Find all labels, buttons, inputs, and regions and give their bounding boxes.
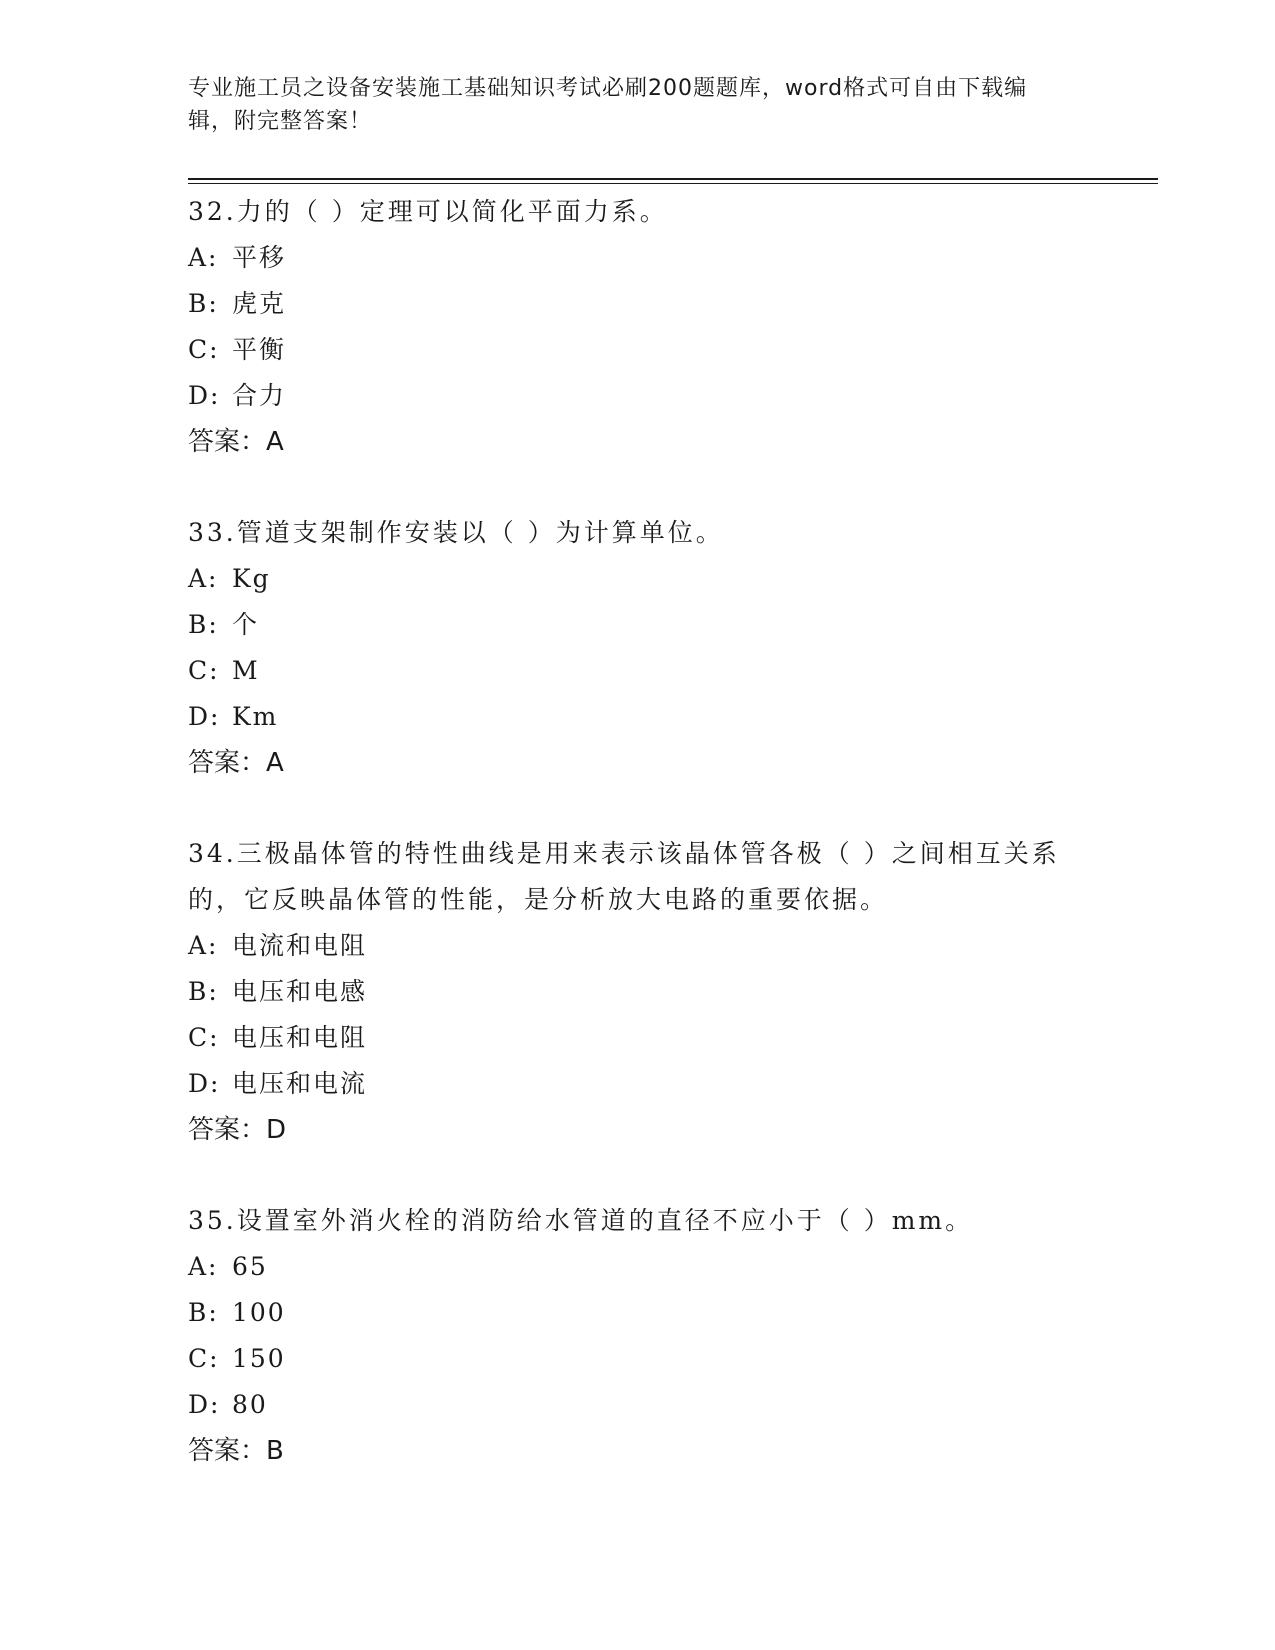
option-text: 平移: [232, 243, 287, 272]
option-letter: B:: [188, 1298, 219, 1327]
option-text: 80: [232, 1390, 268, 1419]
option-text: 65: [232, 1252, 268, 1281]
option-d: [188, 694, 1068, 740]
option-b: [188, 602, 1068, 648]
answer-line: 答案：D: [188, 1115, 287, 1145]
option-c: [188, 1015, 1068, 1061]
option-letter: C:: [188, 656, 220, 685]
option-letter: C:: [188, 335, 220, 364]
question-34: [188, 831, 1068, 1153]
option-letter: D:: [188, 381, 221, 410]
option-letter: A:: [188, 243, 219, 272]
question-32: [188, 189, 1068, 465]
option-text: 电压和电阻: [232, 1023, 368, 1052]
answer-line: 答案：A: [188, 427, 284, 457]
option-text: Km: [232, 702, 279, 731]
option-b: [188, 1290, 1068, 1336]
option-letter: C:: [188, 1344, 220, 1373]
option-b: [188, 969, 1068, 1015]
question-list: [188, 189, 1068, 1519]
option-d: [188, 373, 1068, 419]
option-text: M: [232, 656, 260, 685]
option-letter: B:: [188, 610, 219, 639]
option-letter: A:: [188, 1252, 219, 1281]
answer-line: 答案：B: [188, 1436, 284, 1466]
option-text: 合力: [232, 381, 287, 410]
option-c: [188, 1336, 1068, 1382]
answer-line: 答案：A: [188, 748, 284, 778]
option-text: 电流和电阻: [232, 931, 368, 960]
option-a: [188, 235, 1068, 281]
option-letter: B:: [188, 977, 219, 1006]
option-text: 虎克: [232, 289, 287, 318]
question-35: [188, 1198, 1068, 1474]
option-text: 个: [232, 610, 260, 639]
option-letter: A:: [188, 931, 219, 960]
option-text: Kg: [232, 564, 271, 593]
question-stem: 34.三极晶体管的特性曲线是用来表示该晶体管各极（ ）之间相互关系的，它反映晶体管的性能，是分析放大电路的重要依据。: [188, 839, 1060, 914]
option-text: 电压和电流: [232, 1069, 368, 1098]
option-text: 150: [232, 1344, 286, 1373]
option-text: 平衡: [232, 335, 287, 364]
option-letter: D:: [188, 702, 221, 731]
question-stem: 32.力的（ ）定理可以简化平面力系。: [188, 197, 668, 226]
question-33: [188, 510, 1068, 786]
option-letter: C:: [188, 1023, 220, 1052]
option-d: [188, 1061, 1068, 1107]
document-header: 专业施工员之设备安装施工基础知识考试必刷200题题库，word格式可自由下载编辑，附完整答案！: [188, 76, 1028, 134]
option-letter: B:: [188, 289, 219, 318]
option-c: [188, 648, 1068, 694]
option-text: 电压和电感: [232, 977, 368, 1006]
header-rule-thin: [188, 183, 1158, 184]
option-c: [188, 327, 1068, 373]
option-letter: D:: [188, 1390, 221, 1419]
option-a: [188, 923, 1068, 969]
header-rule-thick: [188, 178, 1158, 180]
option-letter: D:: [188, 1069, 221, 1098]
option-text: 100: [232, 1298, 286, 1327]
option-d: [188, 1382, 1068, 1428]
question-stem: 33.管道支架制作安装以（ ）为计算单位。: [188, 518, 724, 547]
option-a: [188, 556, 1068, 602]
option-letter: A:: [188, 564, 219, 593]
question-stem: 35.设置室外消火栓的消防给水管道的直径不应小于（ ）mm。: [188, 1206, 974, 1235]
option-a: [188, 1244, 1068, 1290]
option-b: [188, 281, 1068, 327]
